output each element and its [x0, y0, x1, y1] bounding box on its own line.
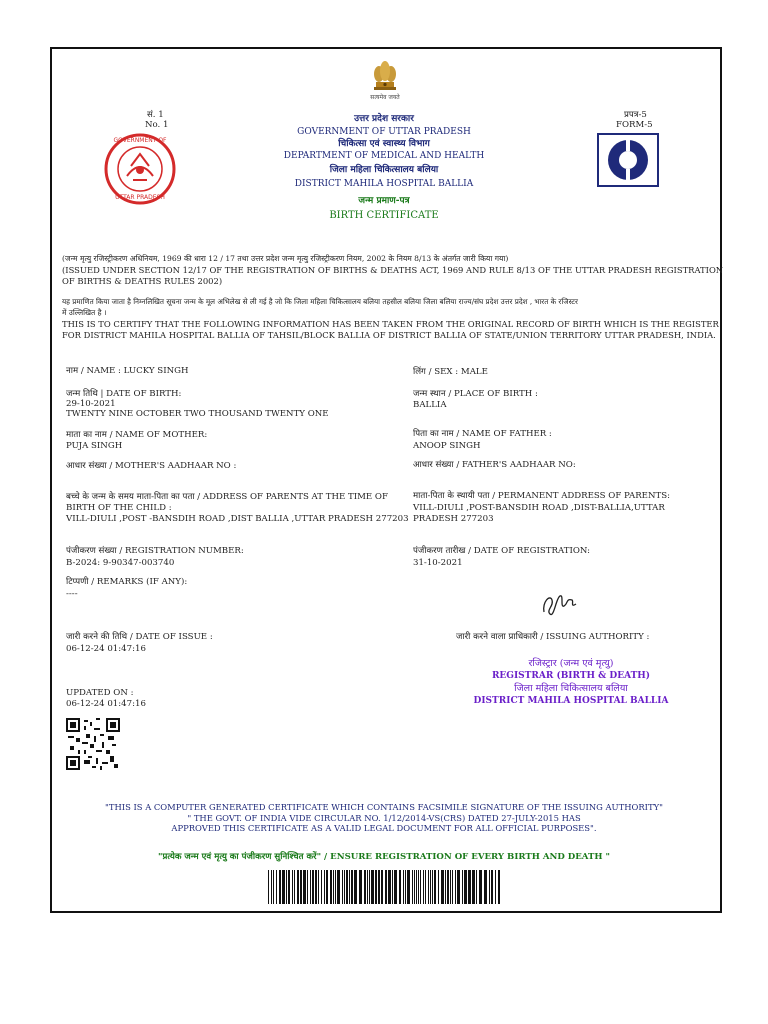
dob-words: TWENTY NINE OCTOBER TWO THOUSAND TWENTY ONE [66, 409, 329, 419]
national-emblem-icon [370, 58, 400, 92]
issued-under-english-1: (ISSUED UNDER SECTION 12/17 OF THE REGISTRATION OF BIRTHS & DEATHS ACT, 1969 AND RULE 8/13 OF THE UTTAR PRADESH REGISTRATION [62, 265, 724, 275]
hospital-hindi: जिला महिला चिकित्सालय बलिया [329, 165, 439, 175]
registration-number-value: B-2024: 9-90347-003740 [66, 558, 175, 568]
computer-generated-note [80, 802, 688, 834]
name-value: LUCKY SINGH [123, 366, 189, 376]
emblem-motto: सत्यमेव जयते [370, 94, 400, 101]
registration-date-label: पंजीकरण तारीख / DATE OF REGISTRATION: [413, 546, 591, 556]
number-hindi: सं. 1 [147, 110, 164, 120]
updated-on-value: 06-12-24 01:47:16 [66, 699, 146, 709]
certify-hindi-2: में उल्लिखित है । [62, 308, 107, 317]
permanent-address-value-2: PRADESH 277203 [413, 514, 494, 524]
sex-row [413, 367, 488, 378]
qr-code-icon[interactable] [66, 718, 120, 770]
registrar-stamp [456, 657, 686, 708]
form-hindi: प्रपत्र-5 [624, 110, 647, 120]
seal-text-top: GOVERNMENT OF [113, 137, 167, 144]
crs-logo-icon [597, 133, 659, 187]
place-of-birth-value: BALLIA [413, 400, 447, 410]
certificate-title-hindi: जन्म प्रमाण-पत्र [358, 196, 410, 206]
stamp-line-hindi-1: रजिस्ट्रार (जन्म एवं मृत्यु) [528, 658, 614, 669]
up-govt-seal-icon [103, 132, 177, 206]
signature-icon [538, 590, 578, 618]
mother-aadhaar-label: आधार संख्या / MOTHER'S AADHAAR NO : [66, 461, 237, 471]
registration-date-value: 31-10-2021 [413, 558, 463, 568]
issuing-authority-label: जारी करने वाला प्राधिकारी / ISSUING AUTHORITY : [456, 632, 650, 642]
father-name-label: पिता का नाम / NAME OF FATHER : [413, 429, 552, 439]
government-hindi: उत्तर प्रदेश सरकार [354, 114, 414, 124]
sex-value: MALE [460, 367, 488, 377]
updated-on-label: UPDATED ON : [66, 688, 134, 698]
number-english: No. 1 [145, 120, 169, 130]
permanent-address-label: माता-पिता के स्थायी पता / PERMANENT ADDRESS OF PARENTS: [413, 491, 670, 501]
mother-name-label: माता का नाम / NAME OF MOTHER: [66, 430, 208, 440]
government-english: GOVERNMENT OF UTTAR PRADESH [297, 127, 471, 137]
issued-under-hindi: (जन्म मृत्यु रजिस्ट्रीकरण अधिनियम, 1969 की धारा 12 / 17 तथा उत्तर प्रदेश जन्म मृत्यु रजिस्ट्रीकरण नियम, 2002 के नियम 8/13 के अंतर्गत जारी किया गया) [62, 254, 509, 263]
note-line-2: " THE GOVT. OF INDIA VIDE CIRCULAR NO. 1/12/2014-VS(CRS) DATED 27-JULY-2015 HAS [187, 812, 581, 823]
seal-text-bottom: UTTAR PRADESH [115, 194, 165, 201]
date-of-issue-label: जारी करने की तिथि / DATE OF ISSUE : [66, 632, 213, 642]
place-of-birth-label: जन्म स्थान / PLACE OF BIRTH : [413, 389, 538, 399]
name-label: नाम / NAME : [66, 366, 121, 376]
address-at-birth-value: VILL-DIULI ,POST -BANSDIH ROAD ,DIST BALLIA ,UTTAR PRADESH 277203 [66, 514, 409, 524]
stamp-line-hindi-2: जिला महिला चिकित्सालय बलिया [514, 683, 628, 694]
certify-english-1: THIS IS TO CERTIFY THAT THE FOLLOWING INFORMATION HAS BEEN TAKEN FROM THE ORIGINAL RECORD OF BIRTH WHICH IS THE REGISTER [62, 319, 719, 329]
remarks-label: टिप्पणी / REMARKS (IF ANY): [66, 577, 188, 587]
mother-name-value: PUJA SINGH [66, 441, 123, 451]
father-name-value: ANOOP SINGH [413, 441, 481, 451]
sex-label: लिंग / SEX : [413, 367, 459, 377]
date-of-issue-value: 06-12-24 01:47:16 [66, 644, 146, 654]
hospital-english: DISTRICT MAHILA HOSPITAL BALLIA [294, 179, 474, 189]
certify-hindi-1: यह प्रमाणित किया जाता है निम्नलिखित सूचना जन्म के मूल अभिलेख से ली गई है जो कि जिला महिला चिकित्सालय बलिया तहसील बलिया जिला बलिया राज्य/संघ प्रदेश उत्तर प्रदेश , भारत के रजिस्टर [62, 297, 578, 306]
dob-label: जन्म तिथि | DATE OF BIRTH: [66, 389, 182, 399]
stamp-line-english-2: DISTRICT MAHILA HOSPITAL BALLIA [473, 696, 669, 706]
registration-slogan: "प्रत्येक जन्म एवं मृत्यु का पंजीकरण सुनिश्चित करें" / ENSURE REGISTRATION OF EVERY BIRTH AND DEATH " [158, 852, 610, 862]
permanent-address-value-1: VILL-DIULI ,POST-BANSDIH ROAD ,DIST-BALLIA,UTTAR [413, 503, 665, 513]
father-aadhaar-label: आधार संख्या / FATHER'S AADHAAR NO: [413, 460, 576, 470]
address-at-birth-label-1: बच्चे के जन्म के समय माता-पिता का पता / ADDRESS OF PARENTS AT THE TIME OF [66, 492, 388, 502]
name-row [66, 366, 188, 377]
department-english: DEPARTMENT OF MEDICAL AND HEALTH [283, 151, 485, 161]
remarks-value: ---- [66, 589, 78, 599]
note-line-3: APPROVED THIS CERTIFICATE AS A VALID LEGAL DOCUMENT FOR ALL OFFICIAL PURPOSES". [171, 823, 597, 833]
registration-number-label: पंजीकरण संख्या / REGISTRATION NUMBER: [66, 546, 244, 556]
department-hindi: चिकित्सा एवं स्वास्थ्य विभाग [338, 139, 430, 149]
dob-value: 29-10-2021 [66, 399, 116, 409]
address-at-birth-label-2: BIRTH OF THE CHILD : [66, 503, 172, 513]
stamp-line-english-1: REGISTRAR (BIRTH & DEATH) [491, 671, 651, 681]
form-english: FORM-5 [616, 120, 653, 130]
issued-under-english-2: OF BIRTHS & DEATHS RULES 2002) [62, 276, 223, 286]
note-line-1: "THIS IS A COMPUTER GENERATED CERTIFICATE WHICH CONTAINS FACSIMILE SIGNATURE OF THE ISSUING AUTHORITY" [105, 802, 663, 812]
barcode-icon [267, 870, 502, 904]
certify-english-2: FOR DISTRICT MAHILA HOSPITAL BALLIA OF TAHSIL/BLOCK BALLIA OF DISTRICT BALLIA OF STATE/UNION TERRITORY UTTAR PRADESH, INDIA. [62, 330, 716, 340]
certificate-title-english: BIRTH CERTIFICATE [329, 210, 439, 221]
